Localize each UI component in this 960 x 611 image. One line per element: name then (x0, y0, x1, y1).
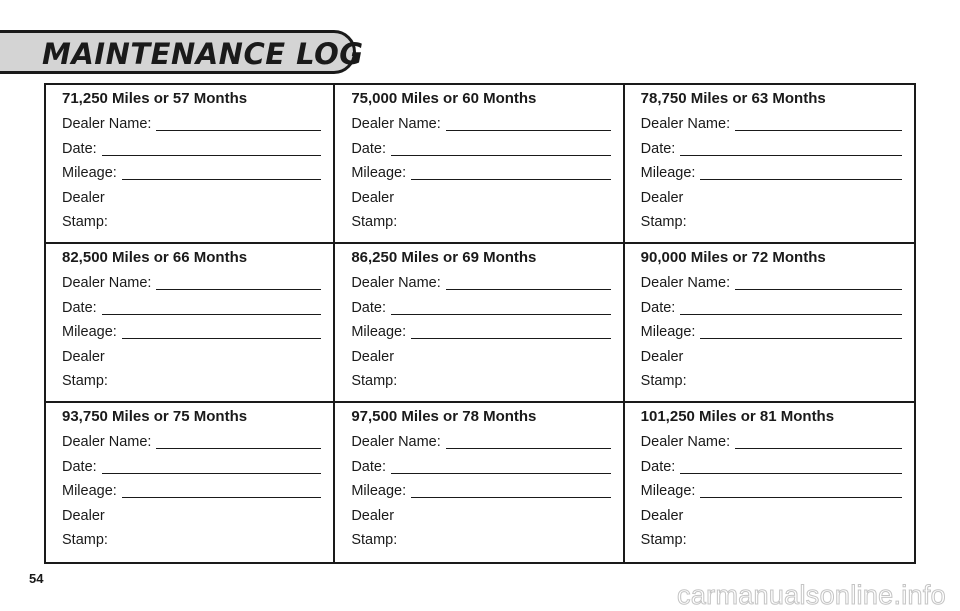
date-field[interactable] (641, 459, 902, 476)
log-entry (335, 85, 624, 244)
entry-heading: 78,750 Miles or 63 Months (640, 90, 826, 107)
page-title: MAINTENANCE LOG (42, 37, 364, 71)
dealer-name-field[interactable] (351, 116, 610, 133)
date-label: Date: (351, 299, 386, 316)
mileage-field[interactable] (62, 165, 321, 182)
date-line (102, 314, 322, 315)
stamp-label: Stamp: (62, 214, 108, 230)
entry-heading: 90,000 Miles or 72 Months (640, 249, 826, 266)
dealer-name-line (156, 130, 321, 131)
dealer-name-field[interactable] (351, 275, 610, 292)
mileage-line (411, 179, 611, 180)
watermark-text: carmanualsonline.info (677, 580, 946, 610)
dealer-name-field[interactable] (641, 116, 902, 133)
entry-heading: 97,500 Miles or 78 Months (351, 408, 537, 425)
dealer-name-line (156, 289, 321, 290)
mileage-field[interactable] (641, 165, 902, 182)
mileage-label: Mileage: (640, 165, 696, 181)
mileage-label: Mileage: (351, 483, 407, 499)
date-field[interactable] (641, 300, 902, 317)
mileage-field[interactable] (641, 483, 902, 500)
date-line (680, 473, 902, 474)
dealer-name-label: Dealer Name: (351, 434, 441, 450)
date-label: Date: (351, 140, 386, 157)
date-label: Date: (62, 458, 97, 475)
mileage-line (700, 338, 902, 339)
dealer-name-field[interactable] (62, 116, 321, 133)
dealer-name-line (156, 448, 321, 449)
mileage-field[interactable] (62, 483, 321, 500)
mileage-field[interactable] (351, 165, 610, 182)
mileage-field[interactable] (62, 324, 321, 341)
mileage-line (411, 338, 611, 339)
log-entry (335, 244, 624, 403)
date-line (102, 473, 322, 474)
date-field[interactable] (62, 300, 321, 317)
dealer-name-line (735, 289, 902, 290)
date-field[interactable] (351, 300, 610, 317)
log-entry (46, 85, 335, 244)
date-line (391, 155, 611, 156)
log-entry (625, 244, 914, 403)
dealer-label: Dealer (62, 189, 105, 206)
date-label: Date: (62, 299, 97, 316)
dealer-name-field[interactable] (641, 434, 902, 451)
mileage-label: Mileage: (62, 165, 117, 181)
date-field[interactable] (641, 141, 902, 158)
stamp-label: Stamp: (62, 532, 108, 548)
date-field[interactable] (62, 459, 321, 476)
date-line (391, 314, 611, 315)
date-line (680, 314, 902, 315)
dealer-name-line (735, 130, 902, 131)
mileage-field[interactable] (351, 483, 610, 500)
dealer-name-label: Dealer Name: (62, 434, 152, 450)
mileage-label: Mileage: (640, 324, 696, 340)
entry-heading: 93,750 Miles or 75 Months (62, 408, 248, 425)
dealer-name-field[interactable] (351, 434, 610, 451)
entry-heading: 75,000 Miles or 60 Months (351, 90, 537, 107)
stamp-label: Stamp: (62, 373, 108, 389)
date-label: Date: (351, 458, 386, 475)
mileage-label: Mileage: (351, 165, 407, 181)
page-number: 54 (29, 571, 44, 586)
dealer-name-label: Dealer Name: (351, 116, 441, 132)
mileage-field[interactable] (351, 324, 610, 341)
log-entry (46, 244, 335, 403)
date-line (391, 473, 611, 474)
dealer-name-label: Dealer Name: (640, 275, 731, 291)
mileage-line (700, 179, 902, 180)
stamp-label: Stamp: (351, 532, 398, 548)
dealer-name-line (446, 448, 611, 449)
dealer-label: Dealer (62, 348, 105, 365)
mileage-line (411, 497, 611, 498)
dealer-label: Dealer (62, 507, 105, 524)
date-label: Date: (640, 299, 676, 316)
stamp-label: Stamp: (351, 214, 398, 230)
entry-heading: 101,250 Miles or 81 Months (640, 408, 835, 425)
entry-heading: 71,250 Miles or 57 Months (62, 90, 248, 107)
dealer-label: Dealer (351, 507, 395, 524)
mileage-line (122, 338, 322, 339)
entry-heading: 86,250 Miles or 69 Months (351, 249, 537, 266)
date-label: Date: (640, 458, 676, 475)
log-entry (46, 403, 335, 562)
date-field[interactable] (351, 141, 610, 158)
maintenance-log-table (44, 83, 916, 564)
dealer-name-label: Dealer Name: (351, 275, 441, 291)
mileage-label: Mileage: (351, 324, 407, 340)
dealer-name-field[interactable] (641, 275, 902, 292)
dealer-label: Dealer (640, 507, 684, 524)
dealer-label: Dealer (640, 348, 684, 365)
mileage-label: Mileage: (62, 483, 117, 499)
date-line (680, 155, 902, 156)
dealer-name-line (735, 448, 902, 449)
dealer-name-label: Dealer Name: (640, 434, 731, 450)
date-field[interactable] (62, 141, 321, 158)
dealer-name-label: Dealer Name: (640, 116, 731, 132)
stamp-label: Stamp: (640, 373, 687, 389)
dealer-label: Dealer (640, 189, 684, 206)
stamp-label: Stamp: (351, 373, 398, 389)
dealer-name-line (446, 130, 611, 131)
date-field[interactable] (351, 459, 610, 476)
date-label: Date: (62, 140, 97, 157)
dealer-name-field[interactable] (62, 275, 321, 292)
mileage-field[interactable] (641, 324, 902, 341)
mileage-label: Mileage: (640, 483, 696, 499)
entry-heading: 82,500 Miles or 66 Months (62, 249, 248, 266)
log-entry (625, 85, 914, 244)
mileage-line (700, 497, 902, 498)
dealer-name-line (446, 289, 611, 290)
date-label: Date: (640, 140, 676, 157)
dealer-name-label: Dealer Name: (62, 275, 152, 291)
mileage-line (122, 179, 322, 180)
date-line (102, 155, 322, 156)
log-entry (335, 403, 624, 562)
dealer-label: Dealer (351, 348, 395, 365)
log-entry (625, 403, 914, 562)
dealer-name-field[interactable] (62, 434, 321, 451)
stamp-label: Stamp: (640, 532, 687, 548)
mileage-label: Mileage: (62, 324, 117, 340)
mileage-line (122, 497, 322, 498)
dealer-name-label: Dealer Name: (62, 116, 152, 132)
stamp-label: Stamp: (640, 214, 687, 230)
dealer-label: Dealer (351, 189, 395, 206)
